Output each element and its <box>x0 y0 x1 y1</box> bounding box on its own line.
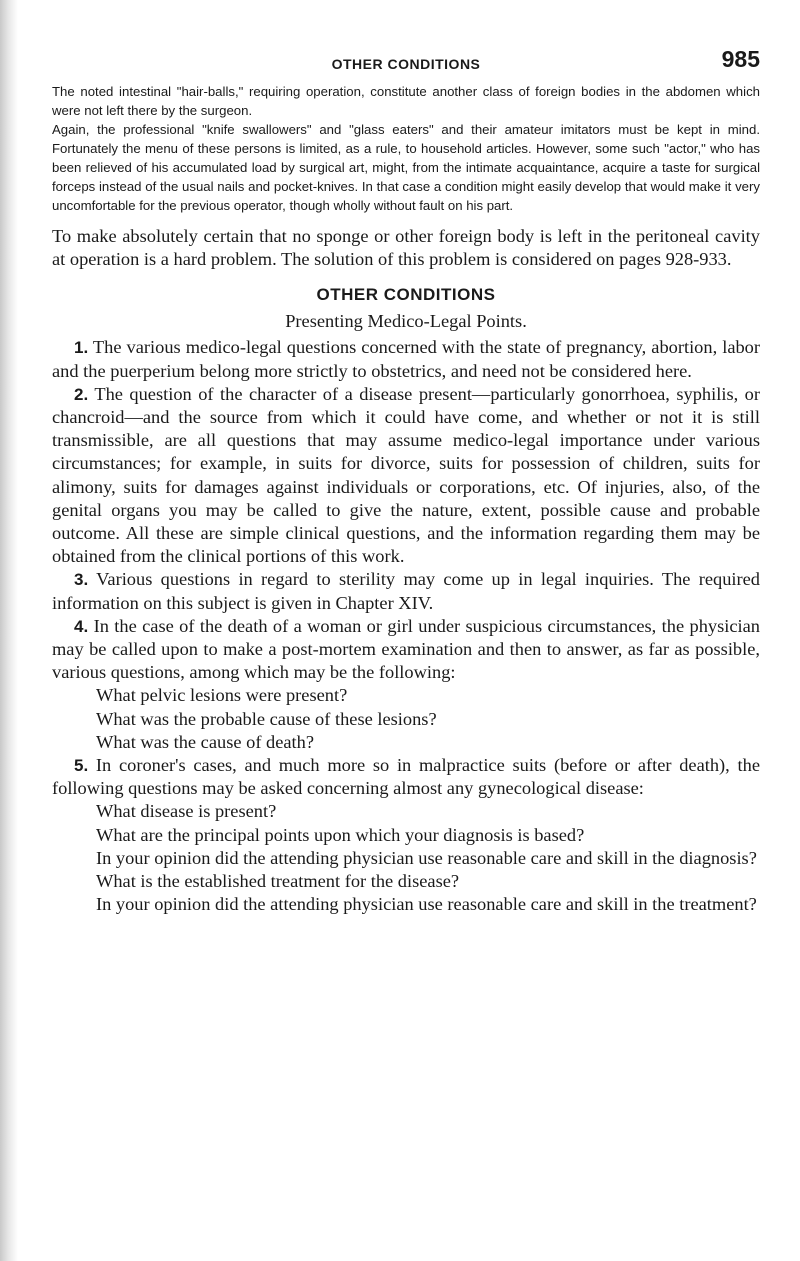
section-subheading: Presenting Medico-Legal Points. <box>285 311 527 332</box>
question-line: What disease is present? <box>96 801 277 822</box>
item-number: 5. <box>74 756 89 776</box>
item-number: 2. <box>74 384 89 404</box>
item-number: 3. <box>74 570 89 590</box>
sponge-paragraph: To make absolutely certain that no sponge or other foreign body is left in the peritoneal cavity at operation is a hard problem. The solution of this problem is considered on pages 928-933. <box>52 226 760 270</box>
numbered-item-4 <box>52 615 760 685</box>
page-spine-shadow <box>0 0 18 1261</box>
question-line: In your opinion did the attending physician use reasonable care and skill in the diagnosis? <box>96 847 757 868</box>
item-number: 1. <box>74 338 89 358</box>
question-line: What is the established treatment for the disease? <box>96 871 460 892</box>
question-line: What was the cause of death? <box>96 731 315 752</box>
item-text: In the case of the death of a woman or girl under suspicious circumstances, the physician may be called upon to make a post-mortem examination and then to answer, as far as possible, various questions, among which may be the following: <box>52 615 760 683</box>
item-text: In coroner's cases, and much more so in malpractice suits (before or after death), the following questions may be asked concerning almost any gynecological disease: <box>52 755 760 799</box>
question-line: What pelvic lesions were present? <box>96 685 348 706</box>
question-line: In your opinion did the attending physician use reasonable care and skill in the treatment? <box>96 894 757 915</box>
intro-paragraph-swallowers: Again, the professional "knife swallowers" and "glass eaters" and their amateur imitators must be kept in mind. Fortunately the menu of these persons is limited, as a rule, to household articles. However, some such "actor," who has been relieved of his accumulated load by surgical art, might, from the intimate acquaintance, acquire a taste for surgical forceps instead of the usual nails and pocket-knives. In that case a condition might easily develop that would make it very uncomfortable for the previous operator, though wholly without fault on his part. <box>52 122 760 213</box>
page-header <box>52 46 760 82</box>
question-line: What are the principal points upon which your diagnosis is based? <box>96 824 585 845</box>
numbered-item-2 <box>52 383 760 569</box>
book-page <box>52 46 761 916</box>
numbered-item-3 <box>52 568 760 614</box>
question-line: What was the probable cause of these lesions? <box>96 708 437 729</box>
item-text: Various questions in regard to sterility may come up in legal inquiries. The required information on this subject is given in Chapter XIV. <box>52 569 760 613</box>
numbered-item-5 <box>52 754 760 800</box>
item-text: The various medico-legal questions concerned with the state of pregnancy, abortion, labor and the puerperium belong more strictly to obstetrics, and need not be considered here. <box>52 337 760 381</box>
item-number: 4. <box>74 616 89 636</box>
running-head: OTHER CONDITIONS <box>331 56 481 72</box>
numbered-item-1 <box>52 336 760 382</box>
section-heading: OTHER CONDITIONS <box>316 285 496 305</box>
page-number: 985 <box>721 46 760 72</box>
item-text: The question of the character of a disease present—particularly gonorrhoea, syphilis, or chancroid—and the source from which it could have come, and whether or not it is still transmissible, are all questions that may assume medico-legal importance under various circumstances; for example, in suits for divorce, suits for possession of children, suits for alimony, suits for damages against individuals or corporations, etc. Of injuries, also, of the genital organs you may be called to give the nature, extent, possible cause and probable outcome. All these are simple clinical questions, and the information regarding them may be obtained from the clinical portions of this work. <box>52 383 761 567</box>
intro-paragraph-hairballs: The noted intestinal "hair-balls," requiring operation, constitute another class of foreign bodies in the abdomen which were not left there by the surgeon. <box>52 84 760 118</box>
